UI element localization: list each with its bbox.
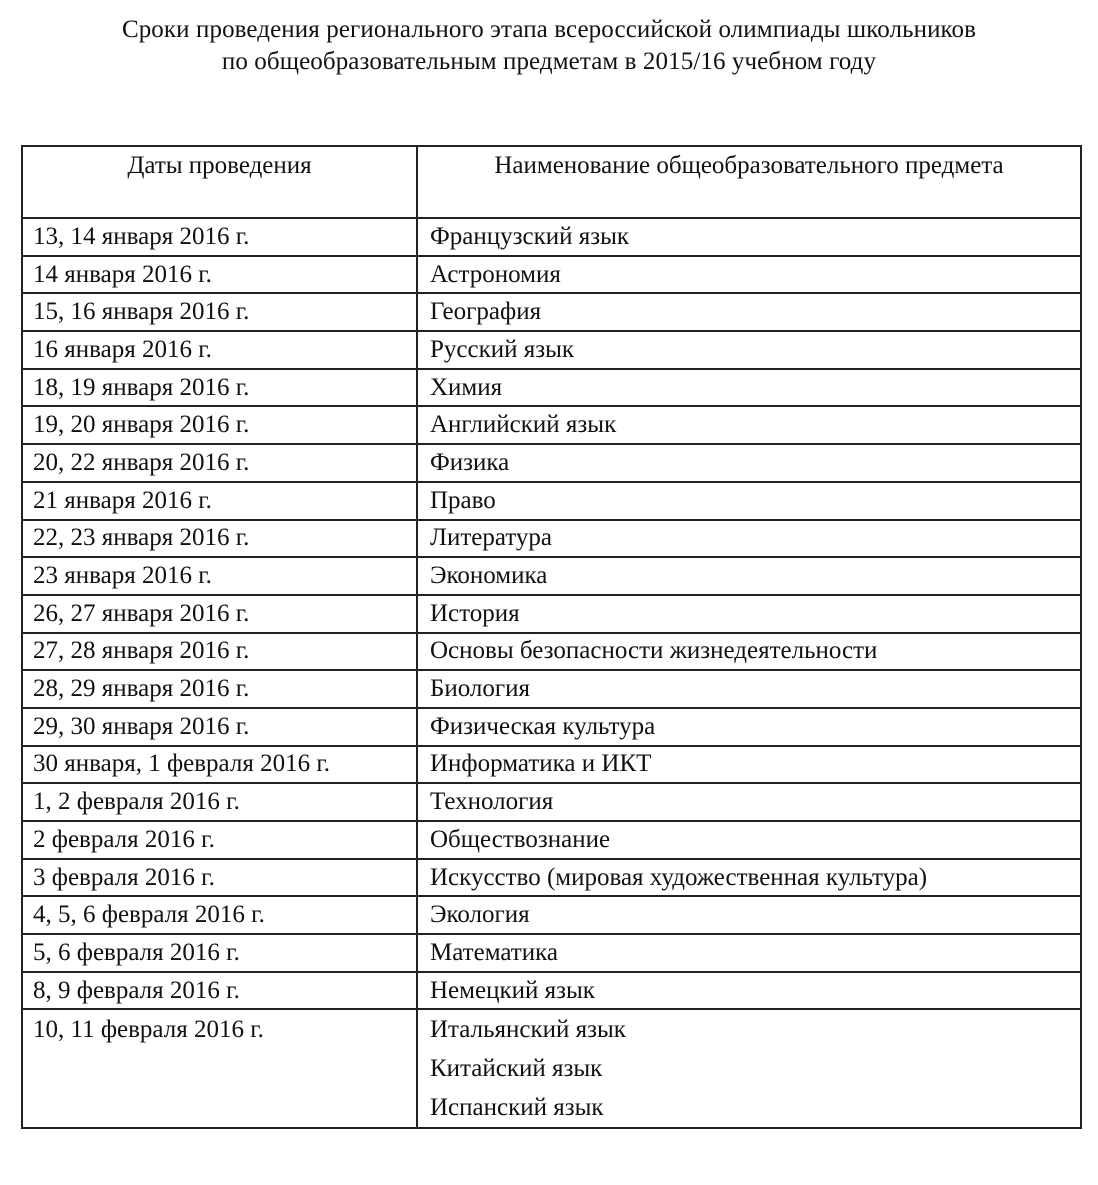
- table-row: [22, 633, 1081, 671]
- date-cell: 15, 16 января 2016 г.: [22, 293, 417, 331]
- subject-cell: Физическая культура: [417, 708, 1081, 746]
- subject-cell: География: [417, 293, 1081, 331]
- table-row: [22, 331, 1081, 369]
- table-row: [22, 256, 1081, 294]
- date-cell: 13, 14 января 2016 г.: [22, 218, 417, 256]
- subject-cell: Основы безопасности жизнедеятельности: [417, 633, 1081, 671]
- table-row: [22, 218, 1081, 256]
- header-dates: Даты проведения: [22, 146, 417, 218]
- date-cell: 2 февраля 2016 г.: [22, 821, 417, 859]
- date-cell: 5, 6 февраля 2016 г.: [22, 934, 417, 972]
- table-row: [22, 670, 1081, 708]
- date-cell: 30 января, 1 февраля 2016 г.: [22, 746, 417, 784]
- table-row: [22, 482, 1081, 520]
- subject-cell: Искусство (мировая художественная культура): [417, 859, 1081, 897]
- subject-cell: Немецкий язык: [417, 972, 1081, 1010]
- table-header-row: [22, 146, 1081, 218]
- subject-line: Итальянский язык: [430, 1016, 626, 1044]
- date-cell: 18, 19 января 2016 г.: [22, 369, 417, 407]
- date-cell: 27, 28 января 2016 г.: [22, 633, 417, 671]
- date-cell: 14 января 2016 г.: [22, 256, 417, 294]
- table-row: [22, 821, 1081, 859]
- table-row: [22, 972, 1081, 1010]
- subject-cell: История: [417, 595, 1081, 633]
- subject-cell: Литература: [417, 520, 1081, 558]
- title-line-1: Сроки проведения регионального этапа всероссийской олимпиады школьников: [121, 16, 977, 43]
- subject-cell: Биология: [417, 670, 1081, 708]
- date-cell: 23 января 2016 г.: [22, 557, 417, 595]
- date-cell: 28, 29 января 2016 г.: [22, 670, 417, 708]
- date-cell-text: 10, 11 февраля 2016 г.: [33, 1016, 264, 1044]
- table-row: [22, 708, 1081, 746]
- table-row: [22, 783, 1081, 821]
- table-row: [22, 557, 1081, 595]
- subject-cell: Физика: [417, 444, 1081, 482]
- table-row: [22, 293, 1081, 331]
- date-cell: 3 февраля 2016 г.: [22, 859, 417, 897]
- table-row: [22, 934, 1081, 972]
- table-row: [22, 369, 1081, 407]
- table-row: [22, 444, 1081, 482]
- date-cell: 19, 20 января 2016 г.: [22, 406, 417, 444]
- subject-cell: [417, 1009, 1081, 1128]
- subject-line: Испанский язык: [430, 1094, 604, 1122]
- subject-cell: Обществознание: [417, 821, 1081, 859]
- subject-cell: Французский язык: [417, 218, 1081, 256]
- date-cell: 26, 27 января 2016 г.: [22, 595, 417, 633]
- subject-cell: Право: [417, 482, 1081, 520]
- date-cell: 4, 5, 6 февраля 2016 г.: [22, 896, 417, 934]
- date-cell: 22, 23 января 2016 г.: [22, 520, 417, 558]
- date-cell: 21 января 2016 г.: [22, 482, 417, 520]
- subject-cell: Английский язык: [417, 406, 1081, 444]
- date-cell: 29, 30 января 2016 г.: [22, 708, 417, 746]
- date-cell: 8, 9 февраля 2016 г.: [22, 972, 417, 1010]
- date-cell: 20, 22 января 2016 г.: [22, 444, 417, 482]
- document-title: [0, 14, 1098, 78]
- table-row-multi-subject: [22, 1009, 1081, 1128]
- header-subject: Наименование общеобразовательного предмета: [417, 146, 1081, 218]
- subject-cell: Математика: [417, 934, 1081, 972]
- table-row: [22, 520, 1081, 558]
- subject-cell: Русский язык: [417, 331, 1081, 369]
- table-row: [22, 746, 1081, 784]
- subject-cell: Технология: [417, 783, 1081, 821]
- title-line-2: по общеобразовательным предметам в 2015/16 учебном году: [221, 48, 877, 75]
- table-row: [22, 406, 1081, 444]
- date-cell: [22, 1009, 417, 1128]
- subject-cell: Экономика: [417, 557, 1081, 595]
- schedule-table: [21, 145, 1082, 1129]
- table-row: [22, 595, 1081, 633]
- subject-cell: Астрономия: [417, 256, 1081, 294]
- table-row: [22, 896, 1081, 934]
- date-cell: 1, 2 февраля 2016 г.: [22, 783, 417, 821]
- subject-cell: Экология: [417, 896, 1081, 934]
- table-row: [22, 859, 1081, 897]
- subject-line: Китайский язык: [430, 1055, 603, 1083]
- subject-cell: Химия: [417, 369, 1081, 407]
- subject-cell: Информатика и ИКТ: [417, 746, 1081, 784]
- date-cell: 16 января 2016 г.: [22, 331, 417, 369]
